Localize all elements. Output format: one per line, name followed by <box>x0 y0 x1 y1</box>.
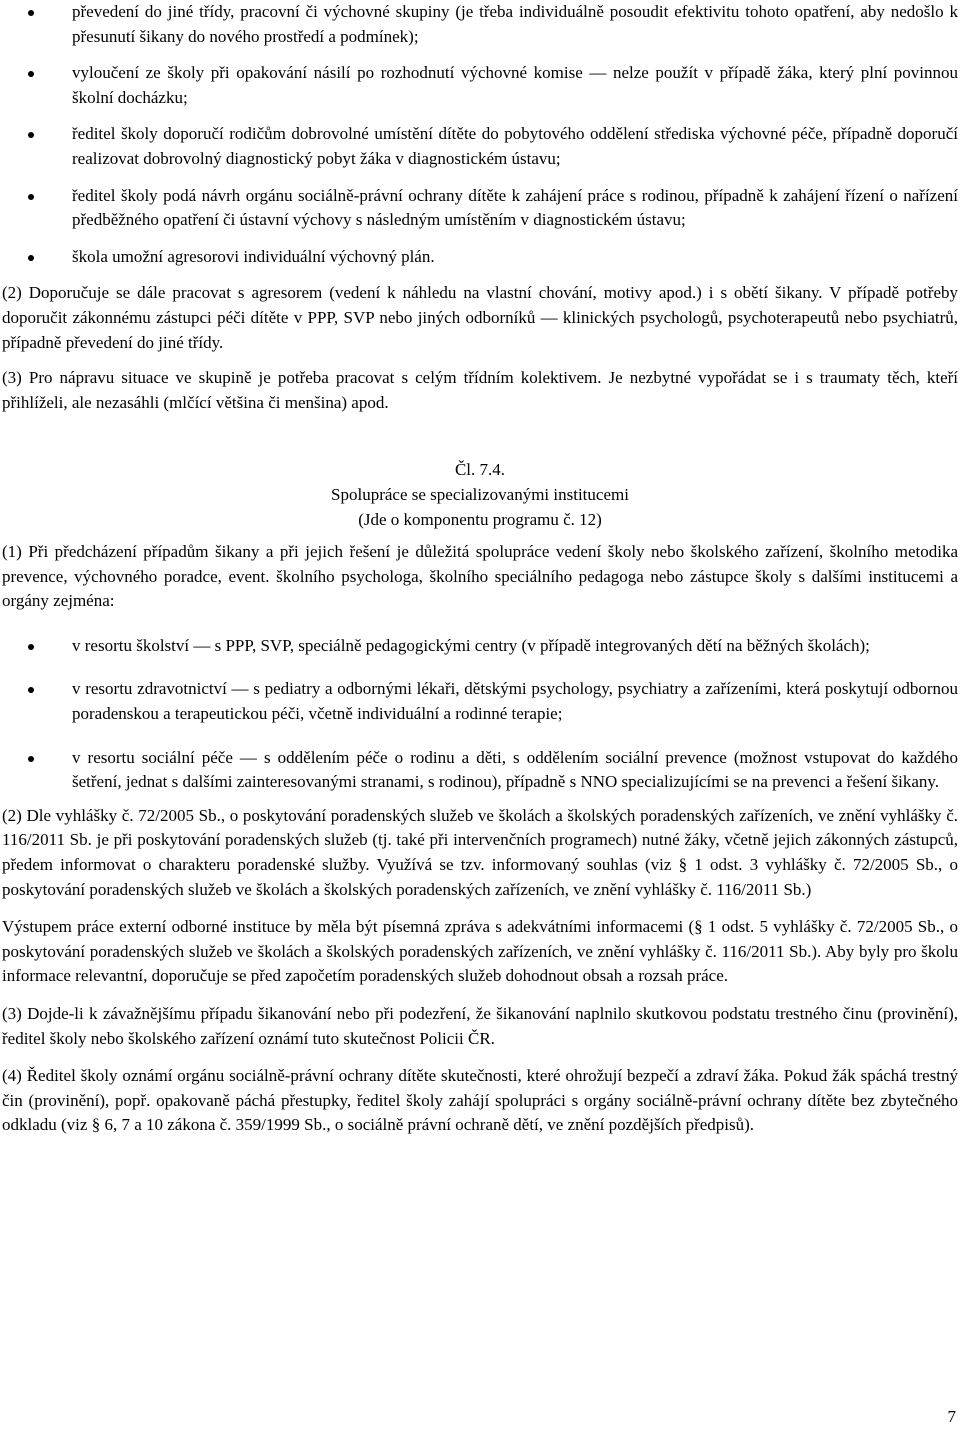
bullet-icon <box>28 194 34 200</box>
institutions-list <box>2 634 958 795</box>
bullet-icon <box>28 71 34 77</box>
section-number: Čl. 7.4. <box>454 460 506 480</box>
bullet-icon <box>28 687 34 693</box>
list-item-text: v resortu zdravotnictví — s pediatry a odbornými lékaři, dětskými psychology, psychiatry a zařízeními, která poskytují odbornou poradenskou a terapeutickou péči, včetně individuální a rodinné terapie; <box>72 679 958 724</box>
list-item <box>2 746 958 795</box>
list-item <box>2 677 958 726</box>
list-item-text: ředitel školy podá návrh orgánu sociálně-právní ochrany dítěte k zahájení práce s rodinou, případně k zahájení řízení o nařízení předběžného opatření či ústavní výchovy s následným umístěním v diagnostickém ústavu; <box>72 185 958 230</box>
list-item <box>2 245 958 270</box>
section-paragraph-2: (2) Dle vyhlášky č. 72/2005 Sb., o poskytování poradenských služeb ve školách a školských poradenských zařízeních, ve znění vyhlášky č. 116/2011 Sb. je při poskytování poradenských služeb (tj. také při intervenčních programech) nutné žáky, včetně jejich zákonných zástupců, předem informovat o charakteru poradenské služby. Využívá se tzv. informovaný souhlas (viz § 1 odst. 3 vyhlášky č. 72/2005 Sb., o poskytování poradenských služeb ve školách a školských poradenských zařízeních, ve znění vyhlášky č. 116/2011 Sb.) <box>2 805 958 899</box>
list-item <box>2 61 958 110</box>
document-page <box>2 0 958 1138</box>
measures-list <box>2 0 958 269</box>
list-item <box>2 634 958 659</box>
list-item-text: ředitel školy doporučí rodičům dobrovolné umístění dítěte do pobytového oddělení střediska výchovné péče, případně doporučí realizovat dobrovolný diagnostický pobyt žáka v diagnostickém ústavu; <box>72 124 958 168</box>
list-item <box>2 0 958 49</box>
list-item-text: v resortu školství — s PPP, SVP, speciálně pedagogickými centry (v případě integrovaných dětí na běžných školách); <box>72 635 870 655</box>
page-number: 7 <box>947 1407 956 1426</box>
section-paragraph-2b: Výstupem práce externí odborné instituce by měla být písemná zpráva s adekvátními informacemi (§ 1 odst. 5 vyhlášky č. 72/2005 Sb., o poskytování poradenských služeb ve školách a školských poradenských zařízeních, ve znění vyhlášky č. 116/2011 Sb.). Aby byly pro školu informace relevantní, doporučuje se před započetím poradenských služeb dohodnout obsah a rozsah práce. <box>2 917 958 986</box>
list-item-text: v resortu sociální péče — s oddělením péče o rodinu a děti, s oddělením sociální prevence (možnost vstupovat do každého šetření, jednat s dalšími zainteresovanými stranami, s rodinou), případně s NNO specializujícími se na prevenci a řešení šikany. <box>72 747 958 792</box>
paragraph-2: (2) Doporučuje se dále pracovat s agresorem (vedení k náhledu na vlastní chování, motivy apod.) i s obětí šikany. V případě potřeby doporučit zákonnému zástupci péči dítěte v PPP, SVP nebo jiných odborníků — klinických psychologů, psychoterapeutů nebo psychiatrů, případně převedení do jiné třídy. <box>2 283 958 352</box>
section-heading <box>2 458 958 532</box>
section-paragraph-4: (4) Ředitel školy oznámí orgánu sociálně-právní ochrany dítěte skutečnosti, které ohrožují bezpečí a zdraví žáka. Pokud žák spáchá trestný čin (provinění), popř. opakovaně páchá přestupky, ředitel školy zahájí spolupráci s orgány sociálně-právní ochrany dítěte bez zbytečného odkladu (viz § 6, 7 a 10 zákona č. 359/1999 Sb., o sociálně právní ochraně dětí, ve znění pozdějších předpisů). <box>2 1066 958 1135</box>
list-item <box>2 122 958 171</box>
bullet-icon <box>28 756 34 762</box>
section-title: Spolupráce se specializovanými institucemi <box>331 484 629 504</box>
list-item <box>2 184 958 233</box>
list-item-text: převedení do jiné třídy, pracovní či výchovné skupiny (je třeba individuálně posoudit efektivitu tohoto opatření, aby nedošlo k přesunutí šikany do nového prostředí a podmínek); <box>72 2 958 46</box>
bullet-icon <box>28 255 34 261</box>
bullet-icon <box>28 132 34 138</box>
bullet-icon <box>28 644 34 650</box>
paragraph-3: (3) Pro nápravu situace ve skupině je potřeba pracovat s celým třídním kolektivem. Je nezbytné vypořádat se i s traumaty těch, kteří přihlíželi, ale nezasáhli (mlčící většina či menšina) apod. <box>2 368 958 412</box>
section-paragraph-1: (1) Při předcházení případům šikany a při jejich řešení je důležitá spolupráce vedení školy nebo školského zařízení, školního metodika prevence, výchovného poradce, event. školního psychologa, školního speciálního pedagoga nebo zástupce školy s dalšími institucemi a orgány zejména: <box>2 542 958 611</box>
bullet-icon <box>28 10 34 16</box>
list-item-text: škola umožní agresorovi individuální výchovný plán. <box>72 246 435 266</box>
list-item-text: vyloučení ze školy při opakování násilí po rozhodnutí výchovné komise — nelze použít v případě žáka, který plní povinnou školní docházku; <box>72 63 958 107</box>
section-subtitle: (Jde o komponentu programu č. 12) <box>358 509 602 529</box>
section-paragraph-3: (3) Dojde-li k závažnějšímu případu šikanování nebo při podezření, že šikanování naplnilo skutkovou podstatu trestného činu (provinění), ředitel školy nebo školského zařízení oznámí tuto skutečnost Policii ČR. <box>2 1004 958 1048</box>
